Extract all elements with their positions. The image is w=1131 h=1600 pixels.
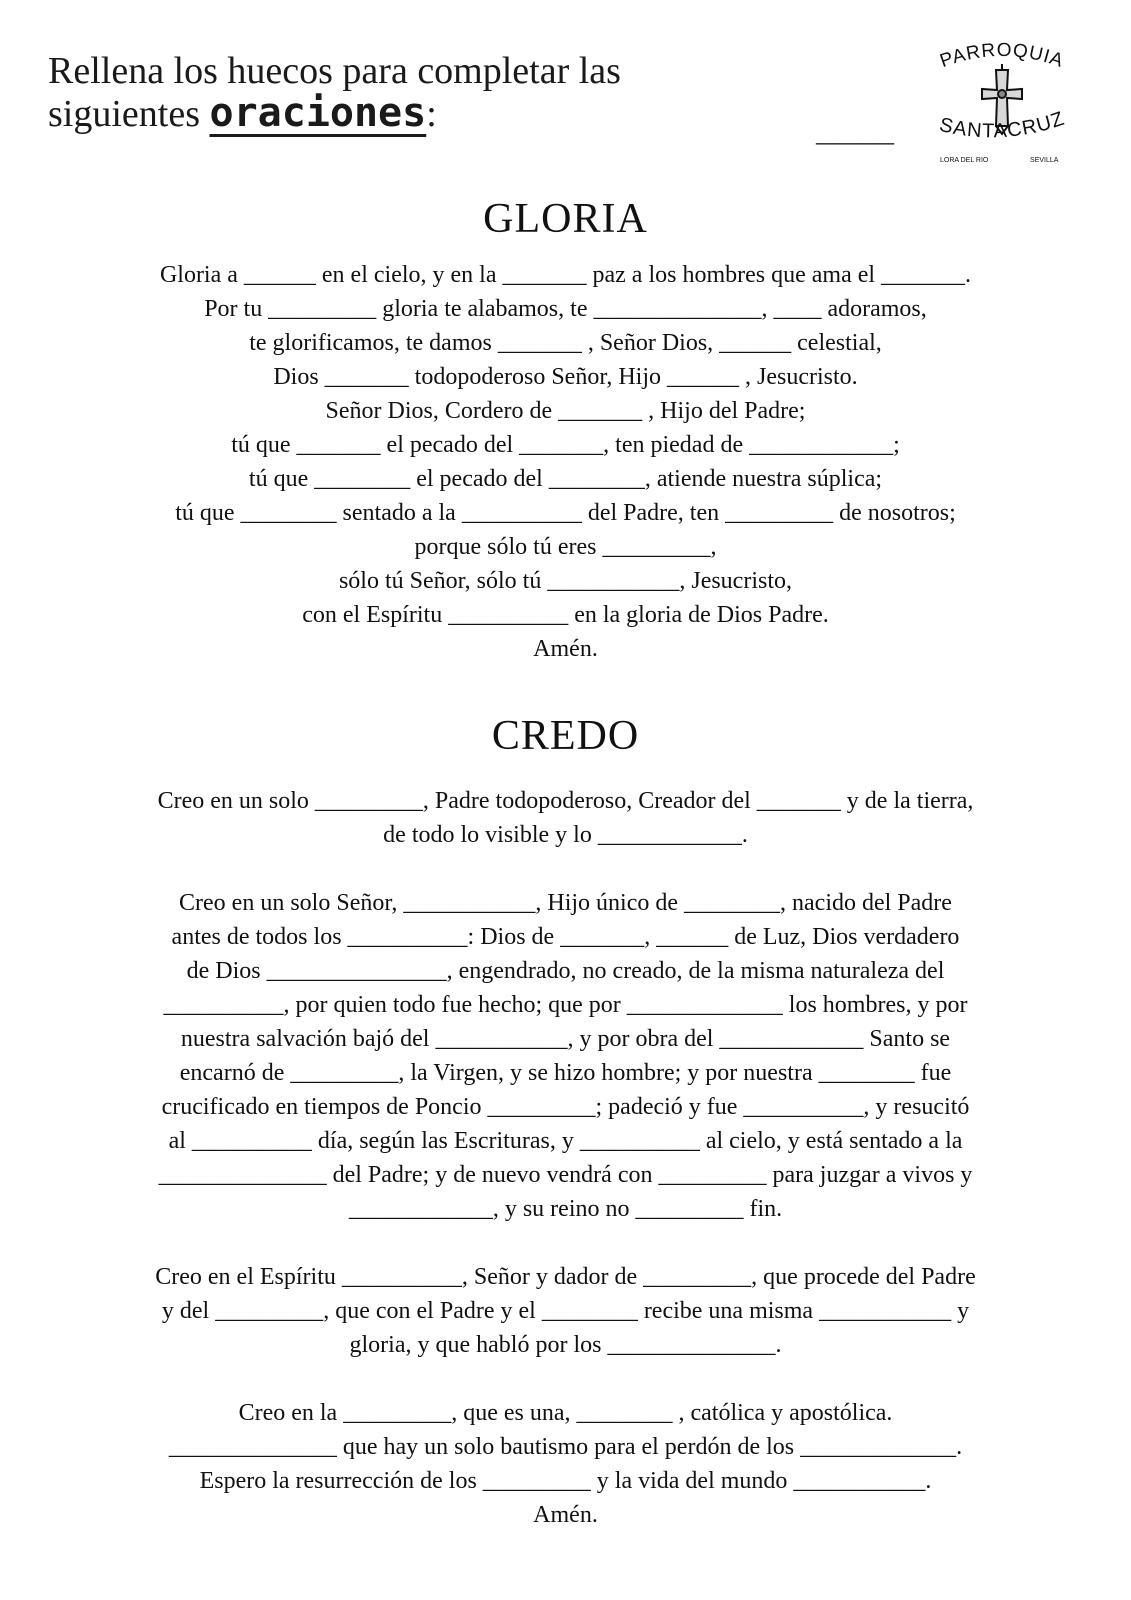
instructions-line-2 [48, 92, 768, 135]
credo-line: ______________ del Padre; y de nuevo vendrá con _________ para juzgar a vivos y [158, 1162, 973, 1188]
instructions-line-2-suffix: : [426, 93, 437, 135]
gloria-text [40, 258, 1091, 666]
gloria-line: tú que ________ sentado a la __________ del Padre, ten _________ de nosotros; [175, 500, 956, 526]
credo-line: Creo en un solo Señor, ___________, Hijo único de ________, nacido del Padre [179, 890, 952, 916]
oraciones-word: oraciones [209, 90, 427, 136]
credo-line: ____________, y su reino no _________ fin. [348, 1196, 783, 1222]
credo-text [40, 784, 1091, 1532]
credo-line: encarnó de _________, la Virgen, y se hizo hombre; y por nuestra ________ fue [179, 1060, 952, 1086]
logo-top-text: PARROQUIA [937, 40, 1067, 73]
credo-line: Amén. [533, 1502, 598, 1528]
credo-line: ______________ que hay un solo bautismo para el perdón de los _____________. [168, 1434, 963, 1460]
parish-logo [918, 40, 1086, 170]
paragraph-gap [40, 1362, 1091, 1396]
gloria-line: tú que _______ el pecado del _______, ten piedad de ____________; [231, 432, 900, 458]
credo-line: Creo en la _________, que es una, ________ , católica y apostólica. [238, 1400, 893, 1426]
gloria-line: tú que ________ el pecado del ________, atiende nuestra súplica; [248, 466, 883, 492]
credo-line: Creo en un solo _________, Padre todopoderoso, Creador del _______ y de la tierra, [157, 788, 974, 814]
credo-line: de todo lo visible y lo ____________. [383, 822, 748, 848]
gloria-line: porque sólo tú eres _________, [414, 534, 717, 560]
gloria-line: te glorificamos, te damos _______ , Señor Dios, ______ celestial, [249, 330, 882, 356]
name-blank-line: ______ [816, 118, 894, 147]
gloria-line: Gloria a ______ en el cielo, y en la _______ paz a los hombres que ama el _______. [159, 262, 972, 288]
credo-title: CREDO [491, 713, 640, 759]
gloria-line: sólo tú Señor, sólo tú ___________, Jesucristo, [338, 568, 793, 594]
credo-line: gloria, y que habló por los ______________. [349, 1332, 782, 1358]
credo-line: al __________ día, según las Escrituras, y __________ al cielo, y está sentado a la [168, 1128, 963, 1154]
paragraph-gap [40, 1226, 1091, 1260]
credo-line: crucificado en tiempos de Poncio _________; padeció y fue __________, y resucitó [161, 1094, 970, 1120]
instructions-line-2-prefix: siguientes [48, 93, 210, 135]
gloria-line: Señor Dios, Cordero de _______ , Hijo del Padre; [325, 398, 806, 424]
paragraph-gap [40, 852, 1091, 886]
gloria-line: Dios _______ todopoderoso Señor, Hijo ______ , Jesucristo. [273, 364, 858, 390]
gloria-line: con el Espíritu __________ en la gloria de Dios Padre. [302, 602, 829, 628]
credo-line: y del _________, que con el Padre y el ________ recibe una misma ___________ y [161, 1298, 970, 1324]
credo-line: Espero la resurrección de los _________ y la vida del mundo ___________. [199, 1468, 932, 1494]
credo-line: Creo en el Espíritu __________, Señor y dador de _________, que procede del Padre [155, 1264, 976, 1290]
logo-sub-left: LORA DEL RIO [940, 157, 989, 164]
credo-line: nuestra salvación bajó del ___________, y por obra del ____________ Santo se [180, 1026, 951, 1052]
gloria-title: GLORIA [483, 196, 648, 242]
gloria-line: Por tu _________ gloria te alabamos, te ______________, ____ adoramos, [204, 296, 927, 322]
logo-sub-right: SEVILLA [1030, 157, 1059, 164]
credo-line: __________, por quien todo fue hecho; que por _____________ los hombres, y por [163, 992, 968, 1018]
gloria-line: Amén. [533, 636, 598, 662]
instructions-line-1: Rellena los huecos para completar las [48, 50, 621, 92]
logo-bottom-text: SANTACRUZ [937, 107, 1068, 143]
instructions-heading [48, 50, 768, 135]
credo-line: de Dios _______________, engendrado, no creado, de la misma naturaleza del [186, 958, 945, 984]
credo-line: antes de todos los __________: Dios de _______, ______ de Luz, Dios verdadero [171, 924, 960, 950]
